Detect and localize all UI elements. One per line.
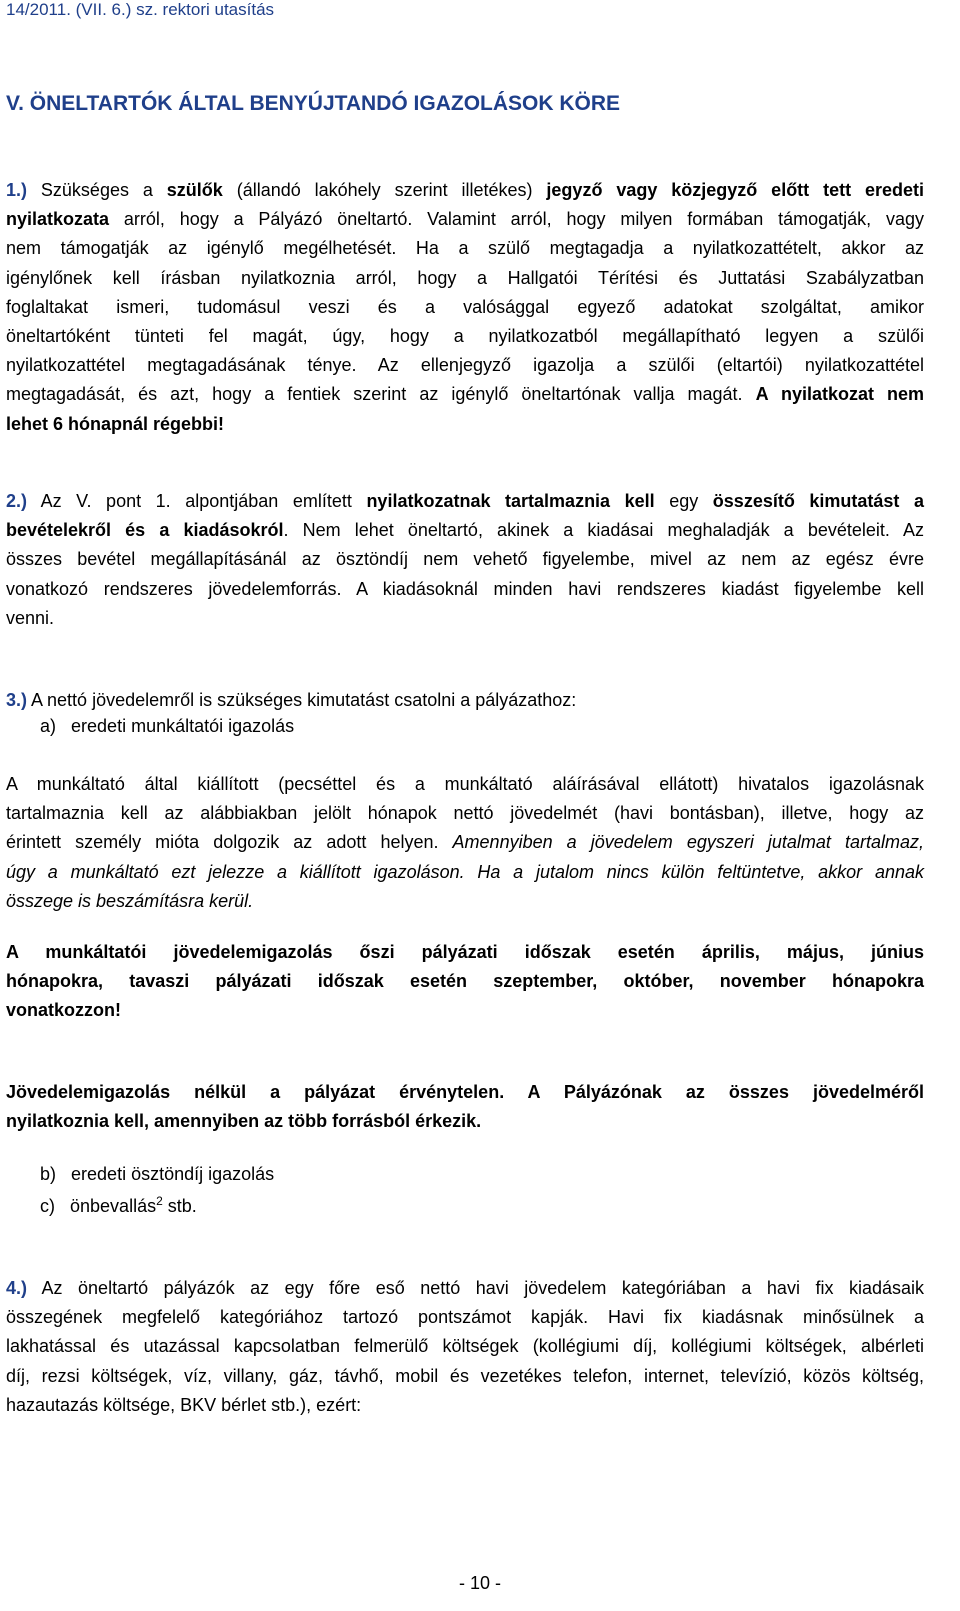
text-line: hazautazás költsége, BKV bérlet stb.), ezért:: [6, 1394, 362, 1415]
text-line: A munkáltató által kiállított (pecséttel és a munkáltató aláírásával ellátott) hivatalos igazolásnak: [6, 774, 924, 794]
list-text: eredeti ösztöndíj igazolás: [71, 1164, 275, 1184]
list-item-a: [40, 716, 294, 737]
text-line: nyilatkozattétel megtagadásának ténye. Az ellenjegyző igazolja a szülői (eltartói) nyilatkozattétel: [6, 355, 924, 376]
text-line: foglaltakat ismeri, tudomásul veszi és a valósággal egyező adatokat szolgáltat, amikor: [6, 296, 924, 317]
text-line: nyilatkozata arról, hogy a Pályázó öneltartó. Valamint arról, hogy milyen formában támogatják, vagy: [6, 209, 924, 230]
section-1-paragraph: [6, 176, 924, 439]
section-4-paragraph: [6, 1274, 924, 1420]
text-line: nyilatkoznia kell, amennyiben az több forrásból érkezik.: [6, 1111, 482, 1132]
text-line: összes bevétel megállapításánál az ösztöndíj nem vehető figyelembe, mivel az nem az egész évre: [6, 549, 924, 570]
text-line: lehet 6 hónapnál régebbi!: [6, 413, 225, 434]
section-title: V. ÖNELTARTÓK ÁLTAL BENYÚJTANDÓ IGAZOLÁSOK KÖRE: [6, 92, 621, 115]
section-2-number: 2.): [6, 491, 28, 511]
text-line: érintett személy mióta dolgozik az adott helyen. Amennyiben a jövedelem egyszeri jutalmat tartalmaz,: [6, 832, 924, 853]
section-3-intro: [6, 686, 924, 715]
text-line: díj, rezsi költségek, víz, villany, gáz, távhő, mobil és vezetékes telefon, internet, televízió, közös költség,: [6, 1365, 924, 1386]
invalidity-notice: [6, 1078, 924, 1136]
document-header: 14/2011. (VII. 6.) sz. rektori utasítás: [6, 0, 275, 19]
text-line: 3.) A nettó jövedelemről is szükséges kimutatást csatolni a pályázathoz:: [6, 690, 577, 710]
section-2-paragraph: [6, 487, 924, 633]
footnote-marker[interactable]: 2: [156, 1194, 163, 1208]
text-line: tartalmaznia kell az alábbiakban jelölt hónapok nettó jövedelmét (havi bontásban), illetve, hogy az: [6, 803, 924, 824]
list-label: c): [40, 1196, 55, 1216]
text-line: Jövedelemigazolás nélkül a pályázat érvénytelen. A Pályázónak az összes jövedelméről: [6, 1082, 924, 1102]
text-line: lakhatással és utazással kapcsolatban felmerülő költségek (kollégiumi díj, kollégiumi költségek, albérleti: [6, 1336, 924, 1357]
list-label: b): [40, 1164, 57, 1184]
text-line: nem támogatják az igénylő megélhetését. Ha a szülő megtagadja a nyilatkozattételt, akkor az: [6, 238, 924, 259]
text-line: 2.) Az V. pont 1. alpontjában említett nyilatkozatnak tartalmaznia kell egy összesítő kimutatást a: [6, 491, 924, 511]
list-text: eredeti munkáltatói igazolás: [71, 716, 295, 736]
section-4-number: 4.): [6, 1278, 28, 1298]
section-3-number: 3.): [6, 690, 28, 710]
text-line: öneltartóként tünteti fel magát, úgy, hogy a nyilatkozatból megállapítható legyen a szülői: [6, 326, 924, 347]
employer-certificate-paragraph: [6, 770, 924, 916]
text-line: összegének megfelelő kategóriához tartozó pontszámot kapják. Havi fix kiadásnak minősülnek a: [6, 1307, 924, 1328]
text-line: hónapokra, tavaszi pályázati időszak esetén szeptember, október, november hónapokra: [6, 971, 924, 992]
income-period-notice: [6, 938, 924, 1026]
text-line: vonatkozó rendszeres jövedelemforrás. A kiadásoknál minden havi rendszeres kiadást figyelembe kell: [6, 578, 924, 599]
text-line: A munkáltatói jövedelemigazolás őszi pályázati időszak esetén április, május, június: [6, 942, 924, 962]
section-1-number: 1.): [6, 180, 28, 200]
list-label: a): [40, 716, 57, 736]
text-line: igénylőnek kell írásban nyilatkoznia arról, hogy a Hallgatói Térítési és Juttatási Szabályzatban: [6, 267, 924, 288]
text-line: venni.: [6, 607, 55, 628]
text-line: 4.) Az öneltartó pályázók az egy főre eső nettó havi jövedelem kategóriában a havi fix kiadásaik: [6, 1278, 924, 1298]
list-item-c: c) önbevallás$^2$ stb.: [40, 1194, 197, 1216]
text-line: összege is beszámításra kerül.: [6, 890, 254, 911]
text-line: 1.) Szükséges a szülők (állandó lakóhely szerint illetékes) jegyző vagy közjegyző előtt tett eredeti: [6, 180, 924, 200]
list-text: önbevallás: [70, 1196, 157, 1216]
list-item-b: [40, 1164, 274, 1185]
page-number: - 10 -: [458, 1573, 501, 1593]
text-line: úgy a munkáltató ezt jelezze a kiállított igazoláson. Ha a jutalom nincs külön feltüntetve, akkor annak: [6, 861, 924, 882]
text-line: megtagadását, és azt, hogy a fentiek szerint az igénylő öneltartónak vallja magát. A nyilatkozat nem: [6, 384, 924, 405]
text-line: vonatkozzon!: [6, 1000, 121, 1021]
text-line: bevételekről és a kiadásokról. Nem lehet öneltartó, akinek a kiadásai meghaladják a bevételeit. Az: [6, 520, 925, 541]
